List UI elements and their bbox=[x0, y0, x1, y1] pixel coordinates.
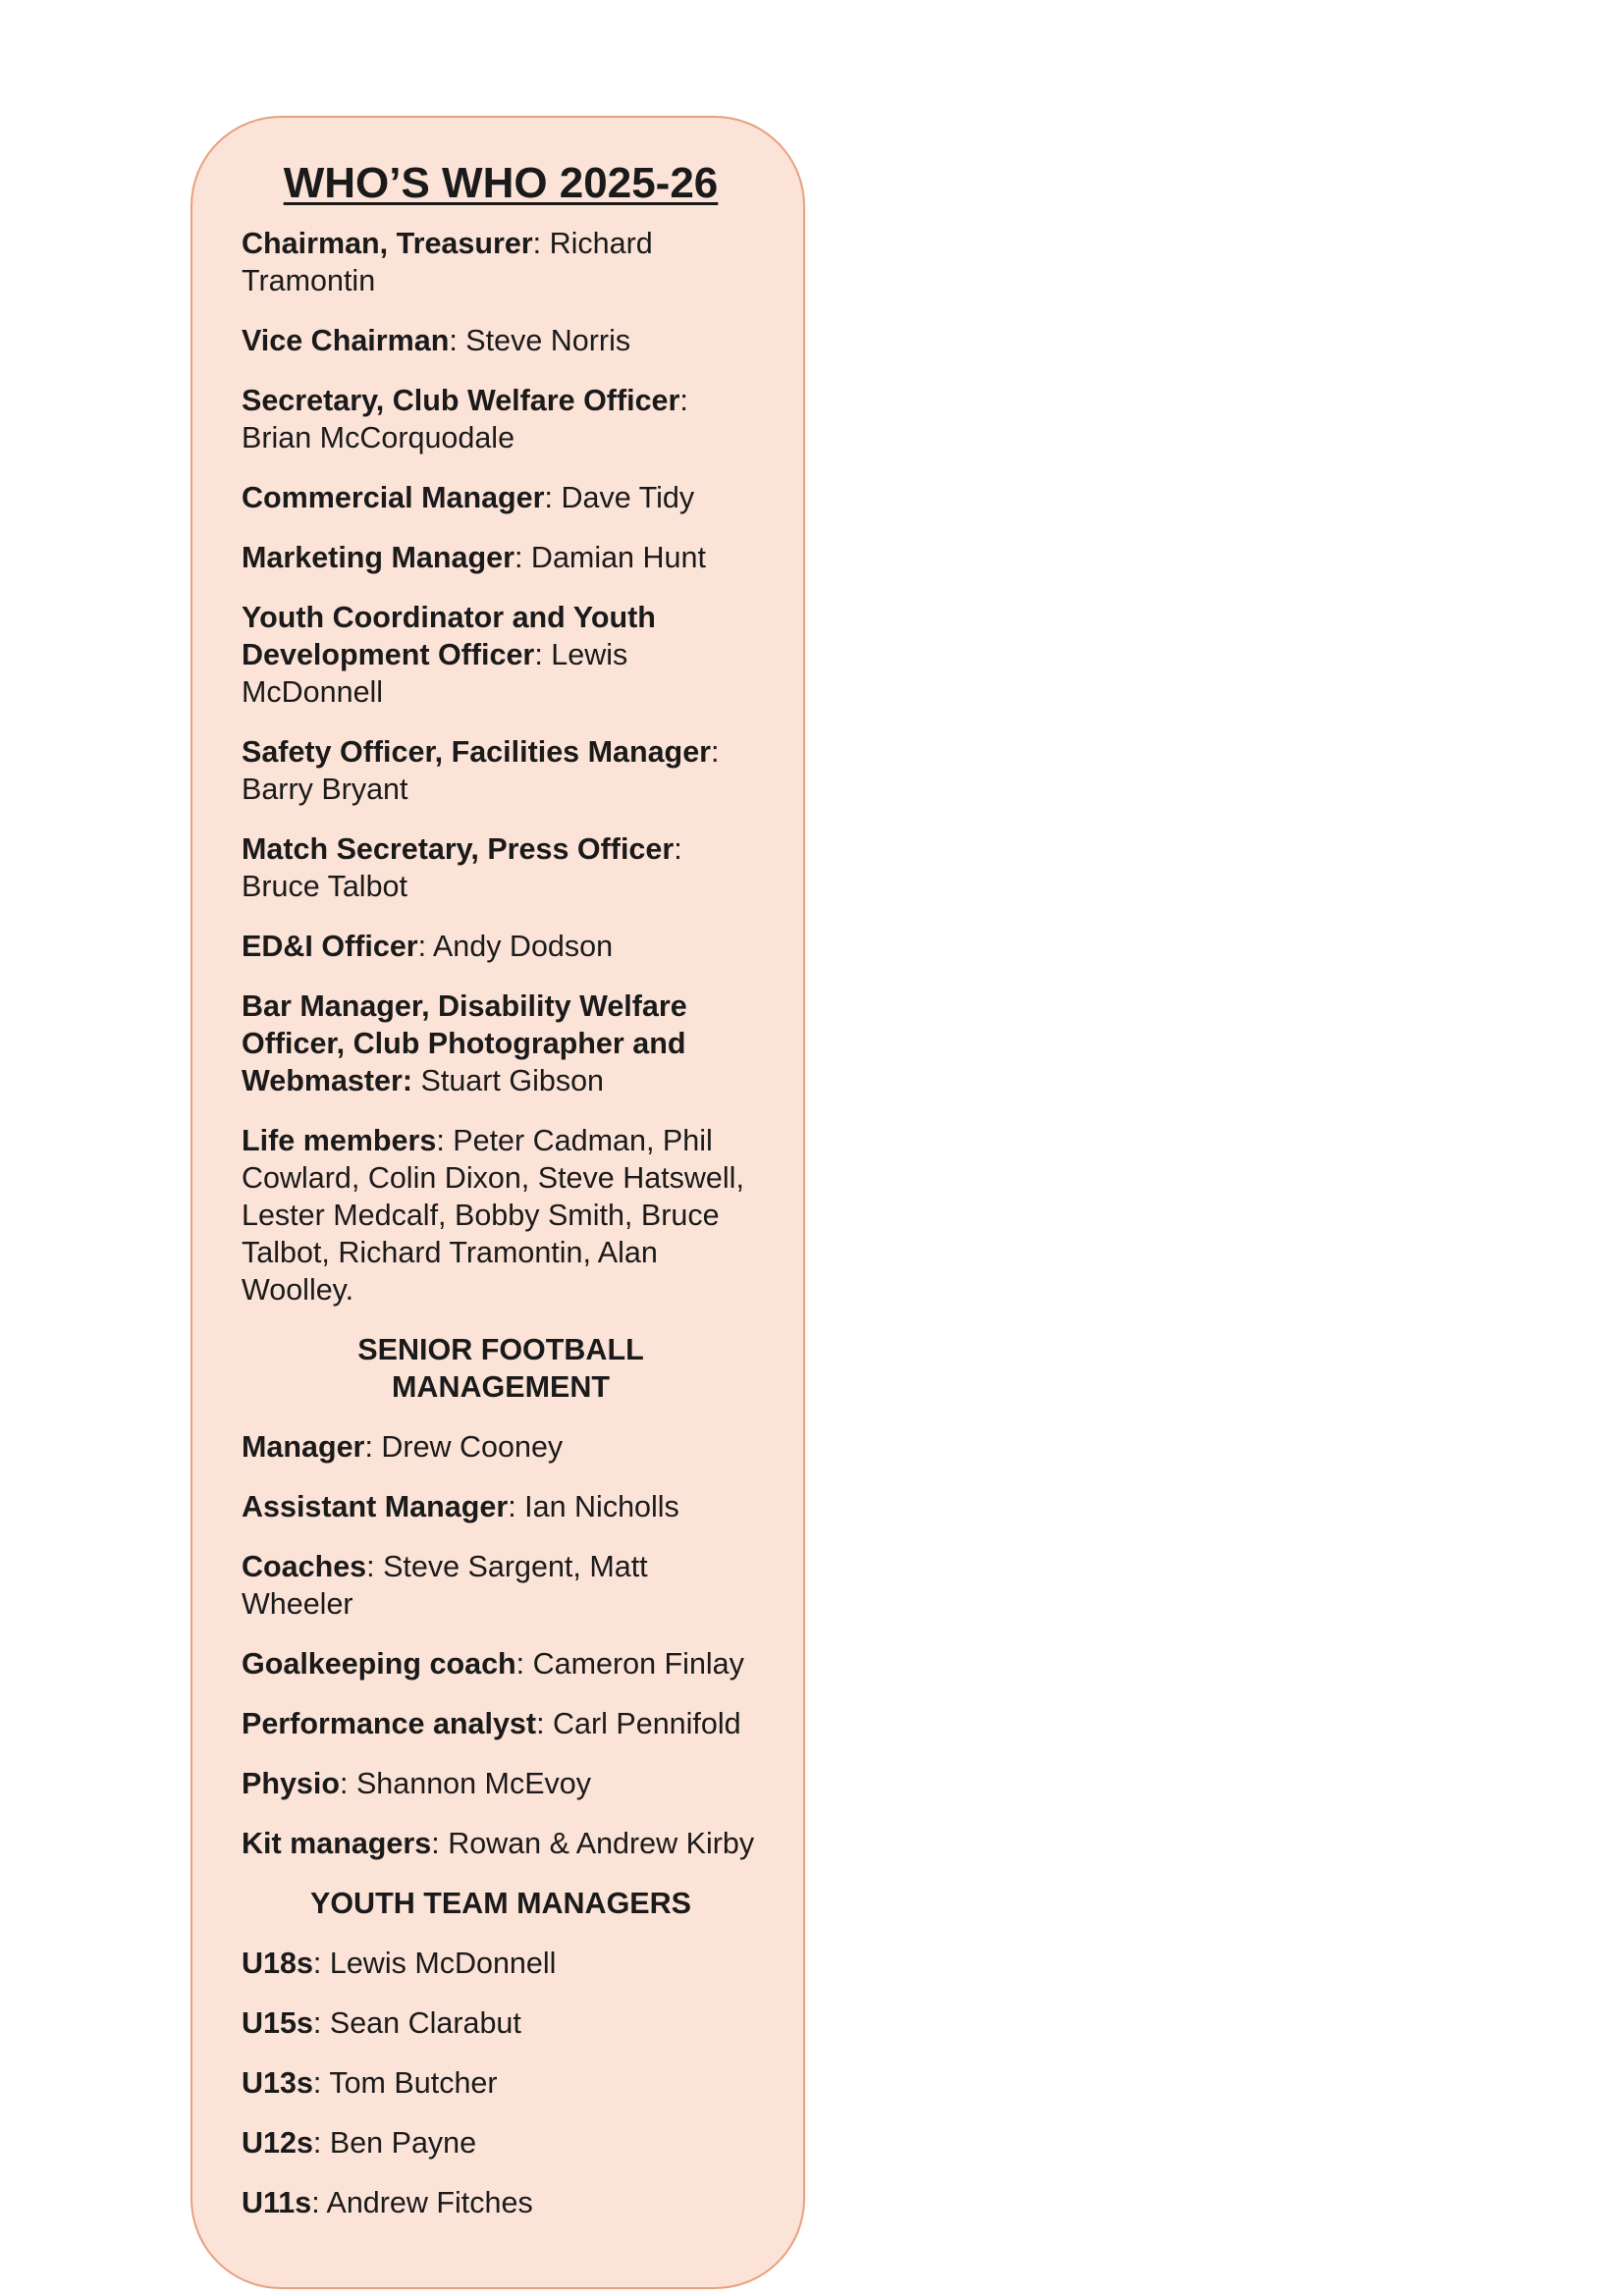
person-name: Steve Norris bbox=[465, 323, 631, 357]
role-separator: : bbox=[436, 1123, 454, 1157]
role-entry bbox=[242, 599, 760, 711]
role-separator: : bbox=[515, 1646, 533, 1681]
role-entry bbox=[242, 1945, 760, 1982]
role-entry bbox=[242, 322, 760, 359]
role-entry bbox=[242, 733, 760, 808]
person-name: Andy Dodson bbox=[432, 929, 614, 963]
person-name: Brian McCorquodale bbox=[242, 420, 515, 454]
role-separator: : bbox=[508, 1489, 525, 1523]
role-entry bbox=[242, 1428, 760, 1466]
role-label: Coaches bbox=[242, 1549, 367, 1583]
person-name: Lewis McDonnell bbox=[242, 637, 628, 709]
role-separator: : bbox=[417, 929, 433, 963]
role-separator: : bbox=[312, 2125, 330, 2160]
role-entry bbox=[242, 1122, 760, 1308]
role-separator: : bbox=[364, 1429, 382, 1464]
role-separator: : bbox=[312, 2005, 330, 2040]
role-label: U15s bbox=[242, 2005, 313, 2040]
role-entry bbox=[242, 225, 760, 299]
role-separator bbox=[412, 1064, 420, 1097]
person-name: Lewis McDonnell bbox=[329, 1946, 557, 1980]
role-label: Performance analyst bbox=[242, 1706, 537, 1740]
role-separator: : bbox=[340, 1766, 356, 1800]
person-name: Carl Pennifold bbox=[553, 1706, 741, 1740]
page-title: WHO’S WHO 2025-26 bbox=[283, 159, 719, 207]
person-name: Stuart Gibson bbox=[420, 1063, 605, 1097]
role-entry bbox=[242, 1825, 760, 1862]
senior-management-heading: SENIOR FOOTBALL MANAGEMENT bbox=[357, 1332, 644, 1404]
role-label: U13s bbox=[242, 2065, 313, 2100]
role-separator: : bbox=[544, 480, 562, 514]
role-separator: : bbox=[536, 1706, 554, 1740]
role-entry bbox=[242, 2184, 760, 2221]
person-name: Rowan & Andrew Kirby bbox=[448, 1826, 755, 1860]
person-name: Drew Cooney bbox=[381, 1429, 564, 1464]
role-entry bbox=[242, 479, 760, 516]
role-entry bbox=[242, 830, 760, 905]
person-name: Ben Payne bbox=[329, 2125, 477, 2160]
person-name: Sean Clarabut bbox=[329, 2005, 521, 2040]
role-entry bbox=[242, 1548, 760, 1623]
role-label: U18s bbox=[242, 1946, 313, 1980]
role-separator: : bbox=[532, 226, 550, 260]
role-label: Life members bbox=[242, 1123, 437, 1157]
role-separator: : bbox=[711, 734, 720, 769]
role-entry bbox=[242, 1645, 760, 1682]
person-name: Richard Tramontin bbox=[242, 226, 653, 297]
person-name: Steve Sargent, Matt Wheeler bbox=[242, 1549, 648, 1621]
person-name: Andrew Fitches bbox=[326, 2185, 533, 2219]
role-label: Manager bbox=[242, 1429, 365, 1464]
role-label: Marketing Manager bbox=[242, 540, 514, 574]
role-entry bbox=[242, 382, 760, 456]
role-label: Youth Coordinator and Youth Development Officer bbox=[242, 600, 656, 671]
role-entry bbox=[242, 928, 760, 965]
role-separator: : bbox=[311, 2185, 327, 2219]
role-label: Physio bbox=[242, 1766, 341, 1800]
person-name: Bruce Talbot bbox=[242, 869, 407, 903]
senior-management-list bbox=[242, 1428, 760, 1862]
person-name: Dave Tidy bbox=[561, 480, 695, 514]
role-separator: : bbox=[312, 2065, 330, 2100]
role-separator: : bbox=[674, 831, 682, 866]
role-entry bbox=[242, 2064, 760, 2102]
role-separator: : bbox=[534, 637, 552, 671]
role-label: U12s bbox=[242, 2125, 313, 2160]
person-name: Peter Cadman, Phil Cowlard, Colin Dixon, Steve Hatswell, Lester Medcalf, Bobby Smith, Bruce Talbot, Richard Tramontin, Alan Woolley. bbox=[242, 1123, 744, 1307]
role-separator: : bbox=[366, 1549, 384, 1583]
role-entry bbox=[242, 988, 760, 1099]
role-separator: : bbox=[449, 323, 466, 357]
role-separator: : bbox=[312, 1946, 330, 1980]
role-separator: : bbox=[679, 383, 688, 417]
role-label: Match Secretary, Press Officer bbox=[242, 831, 675, 866]
role-entry bbox=[242, 1705, 760, 1742]
role-label: Assistant Manager bbox=[242, 1489, 509, 1523]
committee-list bbox=[242, 225, 760, 1308]
person-name: Damian Hunt bbox=[530, 540, 706, 574]
person-name: Barry Bryant bbox=[242, 772, 408, 806]
role-label: Safety Officer, Facilities Manager bbox=[242, 734, 712, 769]
role-label: U11s bbox=[242, 2185, 312, 2219]
person-name: Shannon McEvoy bbox=[355, 1766, 592, 1800]
role-entry bbox=[242, 2124, 760, 2162]
person-name: Ian Nicholls bbox=[524, 1489, 679, 1523]
role-entry bbox=[242, 2004, 760, 2042]
whos-who-panel bbox=[190, 116, 805, 2289]
role-label: Chairman, Treasurer bbox=[242, 226, 533, 260]
role-entry bbox=[242, 1488, 760, 1525]
role-label: ED&I Officer bbox=[242, 929, 418, 963]
role-entry bbox=[242, 1765, 760, 1802]
role-separator: : bbox=[514, 540, 531, 574]
role-label: Goalkeeping coach bbox=[242, 1646, 516, 1681]
person-name: Tom Butcher bbox=[329, 2065, 498, 2100]
person-name: Cameron Finlay bbox=[532, 1646, 744, 1681]
role-label: Bar Manager, Disability Welfare Officer, Club Photographer and Webmaster: bbox=[242, 988, 687, 1097]
youth-managers-list bbox=[242, 1945, 760, 2221]
youth-managers-heading: YOUTH TEAM MANAGERS bbox=[309, 1886, 692, 1920]
role-entry bbox=[242, 539, 760, 576]
role-label: Commercial Manager bbox=[242, 480, 545, 514]
role-label: Vice Chairman bbox=[242, 323, 450, 357]
role-label: Secretary, Club Welfare Officer bbox=[242, 383, 680, 417]
role-separator: : bbox=[431, 1826, 449, 1860]
role-label: Kit managers bbox=[242, 1826, 432, 1860]
